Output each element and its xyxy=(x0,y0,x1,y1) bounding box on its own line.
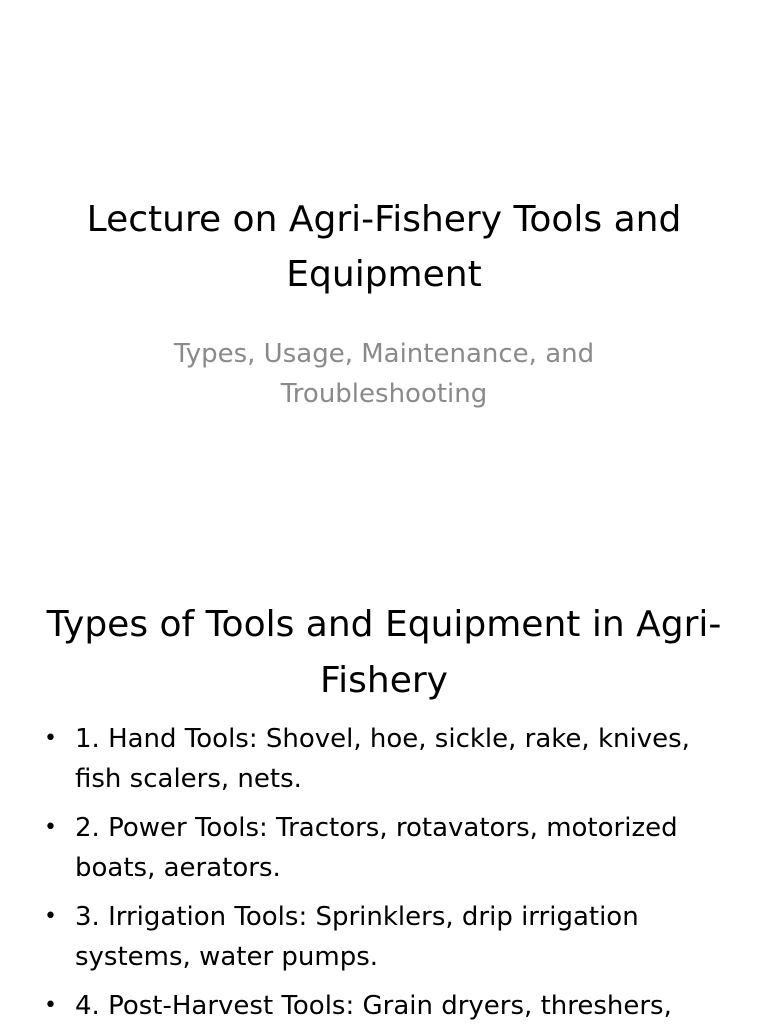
slide-title: Types of Tools and Equipment in Agri-Fishery xyxy=(46,604,722,701)
bullet-item xyxy=(38,808,730,888)
bullet-point-icon: • xyxy=(44,726,57,751)
bullet-item xyxy=(38,897,730,977)
bullet-item xyxy=(38,719,730,799)
bullet-point-icon: • xyxy=(44,904,57,929)
bullet-text: 1. Hand Tools: Shovel, hoe, sickle, rake, knives, fish scalers, nets. xyxy=(75,724,690,794)
bullet-item xyxy=(38,986,730,1024)
bullet-list xyxy=(38,719,730,1024)
slide-title: Lecture on Agri-Fishery Tools and Equipment xyxy=(86,199,682,295)
bullet-point-icon: • xyxy=(44,815,57,840)
bullet-point-icon: • xyxy=(44,993,57,1018)
bullet-text: 3. Irrigation Tools: Sprinklers, drip irrigation systems, water pumps. xyxy=(75,902,639,972)
slide-subtitle: Types, Usage, Maintenance, and Troubleshooting xyxy=(173,339,595,409)
bullet-text: 4. Post-Harvest Tools: Grain dryers, threshers, xyxy=(75,991,672,1021)
content-slide xyxy=(0,576,768,1024)
bullet-text: 2. Power Tools: Tractors, rotavators, motorized boats, aerators. xyxy=(75,813,678,883)
